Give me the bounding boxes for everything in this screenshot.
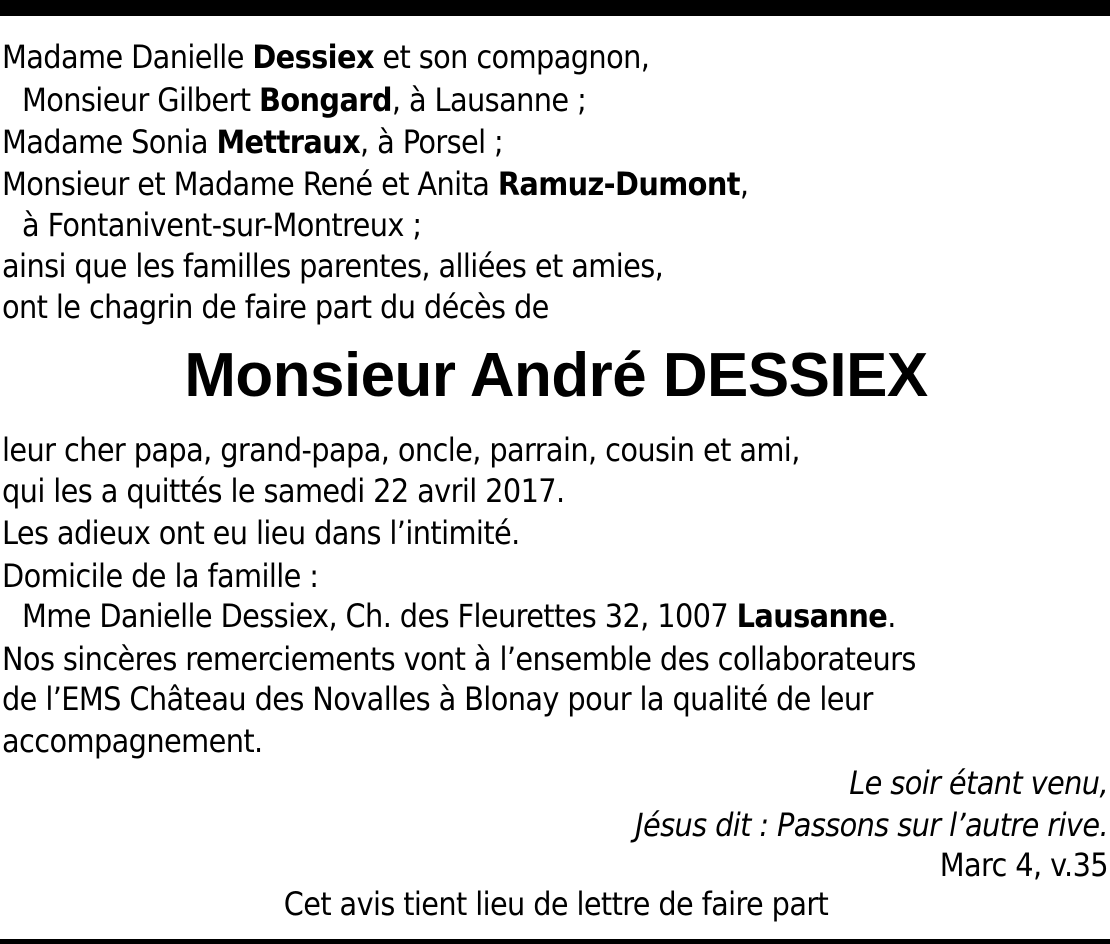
body-line-7: de l’EMS Château des Novalles à Blonay pour la qualité de leur [2, 680, 873, 718]
surname: Dessiex [252, 38, 374, 76]
text: Monsieur et Madame René et Anita [2, 165, 498, 203]
body-line-4: Domicile de la famille : [2, 557, 319, 595]
text: Madame Sonia [2, 123, 217, 161]
verse-line-2: Jésus dit : Passons sur l’autre rive. [635, 806, 1108, 844]
body-line-3: Les adieux ont eu lieu dans l’intimité. [2, 514, 520, 552]
text: , à Lausanne ; [391, 81, 587, 119]
text: et son compagnon, [373, 38, 650, 76]
body-line-2: qui les a quittés le samedi 22 avril 2017. [2, 472, 565, 510]
surname: Ramuz-Dumont [497, 165, 740, 203]
body-line-8: accompagnement. [2, 722, 263, 760]
surname: Bongard [259, 81, 392, 119]
body-line-6: Nos sincères remerciements vont à l’ensemble des collaborateurs [2, 640, 916, 678]
family-line-1 [2, 38, 649, 76]
text: Madame Danielle [2, 38, 253, 76]
text: Monsieur Gilbert [22, 81, 260, 119]
text: . [887, 597, 896, 635]
text: , [739, 165, 749, 203]
top-rule [0, 0, 1110, 16]
city: Lausanne [736, 597, 888, 635]
closing-note: Cet avis tient lieu de lettre de faire part [283, 885, 829, 923]
family-line-2 [22, 81, 586, 119]
family-line-7: ont le chagrin de faire part du décès de [2, 288, 549, 326]
family-line-6: ainsi que les familles parentes, alliées et amies, [2, 247, 664, 285]
surname: Mettraux [216, 123, 361, 161]
deceased-name: Monsieur André DESSIEX [184, 341, 928, 410]
body-line-1: leur cher papa, grand-papa, oncle, parrain, cousin et ami, [2, 431, 800, 469]
text: , à Porsel ; [360, 123, 504, 161]
text: Mme Danielle Dessiex, Ch. des Fleurettes 32, 1007 [22, 597, 737, 635]
family-line-5: à Fontanivent-sur-Montreux ; [22, 206, 422, 244]
body-line-5 [22, 597, 896, 635]
family-line-4 [2, 165, 748, 203]
verse-reference: Marc 4, v.35 [939, 846, 1108, 884]
bottom-rule [0, 939, 1110, 944]
family-line-3 [2, 123, 503, 161]
verse-line-1: Le soir étant venu, [849, 764, 1108, 802]
